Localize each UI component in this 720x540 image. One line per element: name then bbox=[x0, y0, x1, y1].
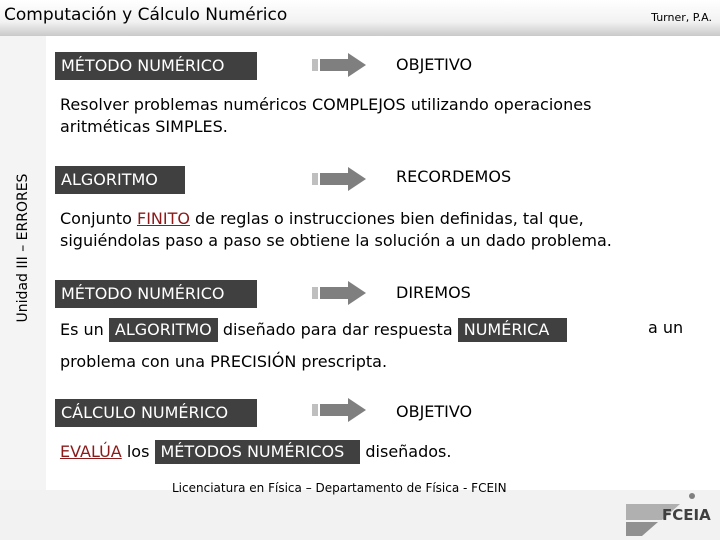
algoritmo-inline-box: ALGORITMO bbox=[109, 318, 218, 342]
author-label: Turner, P.A. bbox=[651, 11, 712, 24]
page-title: Computación y Cálculo Numérico bbox=[4, 5, 288, 25]
objetivo-label: OBJETIVO bbox=[396, 55, 473, 74]
footer-bar bbox=[0, 490, 720, 540]
diremos-label: DIREMOS bbox=[396, 283, 471, 302]
header-bar bbox=[0, 0, 720, 36]
evalua-post: diseñados. bbox=[360, 442, 452, 461]
right-arrow-icon bbox=[312, 397, 366, 423]
unit-label: Unidad III – ERRORES bbox=[15, 173, 31, 323]
objetivo-label-2: OBJETIVO bbox=[396, 402, 473, 421]
evalua-underlined: EVALÚA bbox=[60, 442, 122, 461]
footer-text: Licenciatura en Física – Departamento de Física - FCEIN bbox=[172, 481, 507, 495]
recordemos-label: RECORDEMOS bbox=[396, 167, 512, 186]
objetivo-text: Resolver problemas numéricos COMPLEJOS utilizando operaciones aritméticas SIMPLES. bbox=[60, 95, 592, 136]
metodo-numerico-box-2: MÉTODO NUMÉRICO bbox=[55, 280, 257, 308]
line1-post: a un bbox=[648, 318, 684, 337]
diremos-line2: problema con una PRECISIÓN prescripta. bbox=[60, 352, 388, 371]
line1-pre: Es un bbox=[60, 320, 109, 339]
calculo-numerico-box: CÁLCULO NUMÉRICO bbox=[55, 399, 257, 427]
numerica-inline-box: NUMÉRICA bbox=[458, 318, 568, 342]
line1-mid: diseñado para dar respuesta bbox=[217, 320, 458, 339]
definition-text-post: de reglas o instrucciones bien definidas, tal que, siguiéndolas paso a paso se obtiene la solución a un dado problema. bbox=[60, 209, 612, 250]
evalua-pre: los bbox=[121, 442, 155, 461]
definition-text-pre: Conjunto bbox=[60, 209, 137, 228]
right-arrow-icon bbox=[312, 280, 366, 306]
metodo-numerico-box: MÉTODO NUMÉRICO bbox=[55, 52, 257, 80]
diremos-line1 bbox=[60, 318, 567, 342]
algoritmo-definition bbox=[60, 208, 680, 252]
metodos-numericos-inline-box: MÉTODOS NUMÉRICOS bbox=[155, 440, 361, 464]
algoritmo-box: ALGORITMO bbox=[55, 166, 185, 194]
logo-text: FCEIA bbox=[662, 506, 711, 524]
finito-underlined: FINITO bbox=[136, 209, 190, 228]
evalua-line bbox=[60, 440, 451, 464]
right-arrow-icon bbox=[312, 166, 366, 192]
right-arrow-icon bbox=[312, 52, 366, 78]
fceia-logo-icon bbox=[622, 490, 718, 538]
